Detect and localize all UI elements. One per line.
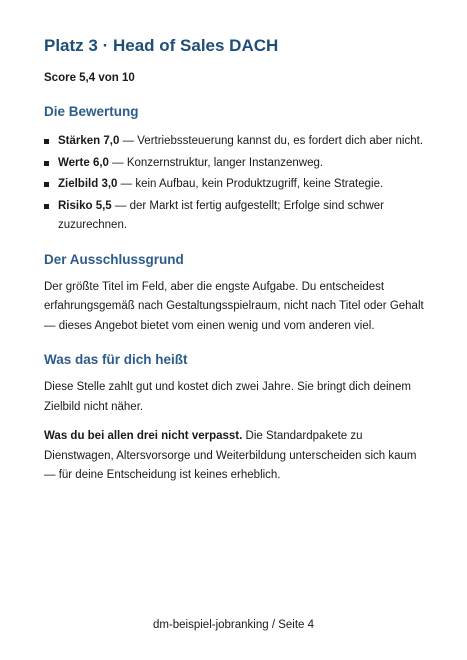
list-item	[44, 175, 429, 195]
note-label: Was du bei allen drei nicht verpasst.	[44, 430, 243, 442]
ausschluss-paragraph: Der größte Titel im Feld, aber die engste Aufgabe. Du entscheidest erfahrungsgemäß nach Gestaltungsspielraum, nicht nach Titel oder Gehalt — dieses Angebot bietet vom einen wenig und vom anderen viel.	[44, 280, 424, 332]
page-footer: dm-beispiel-jobranking / Seite 4	[152, 619, 315, 631]
rating-label: Stärken 7,0	[58, 135, 120, 147]
rating-text: — Vertriebssteuerung kannst du, es fordert dich aber nicht.	[119, 135, 424, 147]
note-text: Die Standardpakete zu Dienstwagen, Altersvorsorge und Weiterbildung unterscheiden sich kaum — für deine Entscheidung ist keines erheblich.	[44, 430, 417, 481]
heisst-paragraph: Diese Stelle zahlt gut und kostet dich zwei Jahre. Sie bringt dich deinem Zielbild nicht näher.	[44, 381, 411, 413]
rating-text: — der Markt ist fertig aufgestellt; Erfolge sind schwer zuzurechnen.	[58, 199, 384, 231]
square-bullet-icon	[44, 182, 49, 187]
score-line: Score 5,4 von 10	[44, 72, 135, 84]
list-item	[44, 132, 429, 152]
list-item	[44, 197, 429, 236]
section-heading-ausschluss: Der Ausschlussgrund	[44, 251, 184, 267]
section-heading-bewertung: Die Bewertung	[44, 104, 139, 119]
section-heading-heisst: Was das für dich heißt	[44, 352, 188, 367]
square-bullet-icon	[44, 139, 49, 144]
rating-label: Zielbild 3,0	[58, 178, 118, 190]
rating-label: Werte 6,0	[58, 156, 109, 169]
square-bullet-icon	[44, 204, 49, 209]
square-bullet-icon	[44, 161, 49, 166]
list-item	[44, 154, 429, 174]
rating-text: — Konzernstruktur, langer Instanzenweg.	[108, 156, 324, 169]
rating-text: — kein Aufbau, kein Produktzugriff, keine Strategie.	[117, 178, 384, 190]
rating-label: Risiko 5,5	[58, 199, 112, 212]
note-paragraph	[44, 427, 429, 486]
page-title: Platz 3 · Head of Sales DACH	[44, 36, 279, 55]
document-page	[44, 34, 429, 486]
rating-list	[44, 132, 429, 236]
